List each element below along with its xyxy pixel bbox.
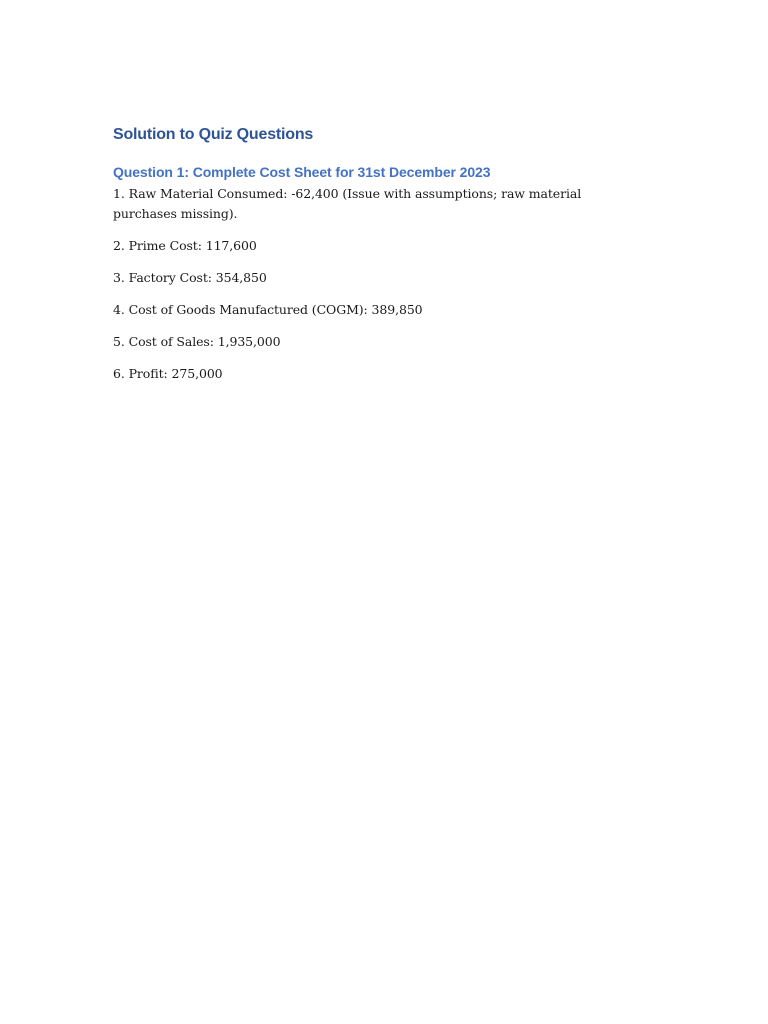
document-title: Solution to Quiz Questions xyxy=(113,126,314,143)
answer-prime-cost: 2. Prime Cost: 117,600 xyxy=(113,238,257,253)
answer-factory-cost: 3. Factory Cost: 354,850 xyxy=(113,270,267,285)
answer-list xyxy=(113,184,633,384)
answer-profit: 6. Profit: 275,000 xyxy=(113,366,223,381)
answer-cogm: 4. Cost of Goods Manufactured (COGM): 389,850 xyxy=(113,302,423,317)
answer-cost-of-sales: 5. Cost of Sales: 1,935,000 xyxy=(113,334,281,349)
answer-raw-material-consumed: 1. Raw Material Consumed: -62,400 (Issue with assumptions; raw material purchases missing). xyxy=(113,186,582,221)
question-heading: Question 1: Complete Cost Sheet for 31st December 2023 xyxy=(113,164,491,180)
document-page xyxy=(113,124,633,396)
